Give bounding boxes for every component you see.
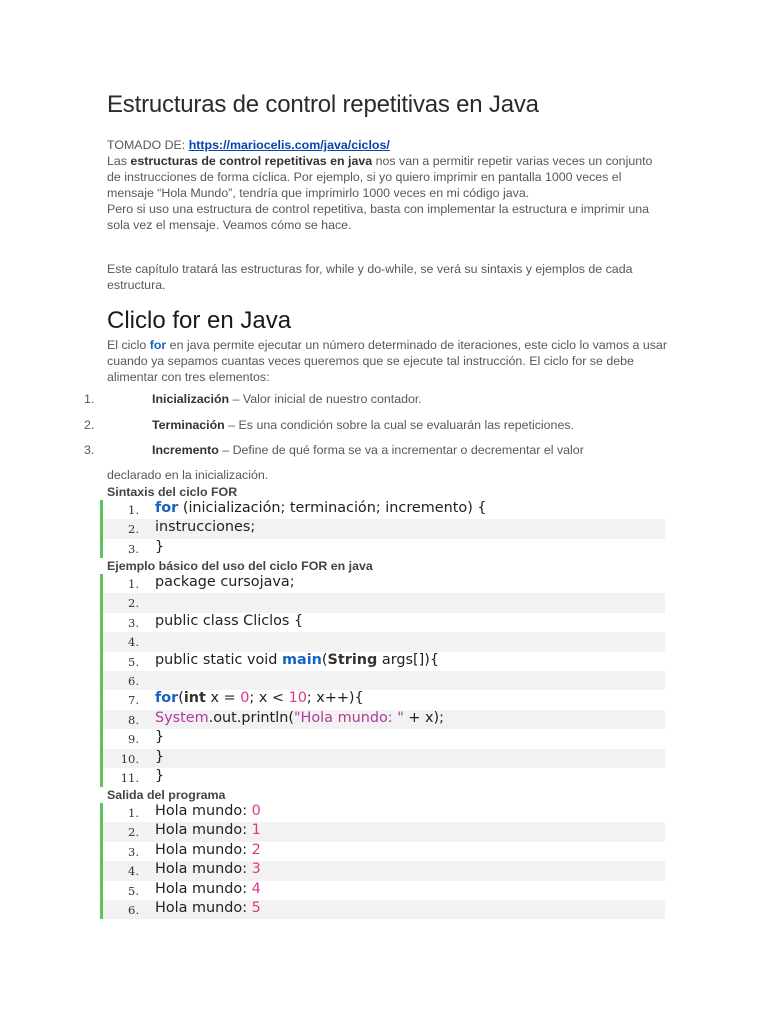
source-link[interactable]: https://mariocelis.com/java/ciclos/ xyxy=(188,138,390,152)
code-line xyxy=(103,500,665,519)
line-number: 10. xyxy=(120,751,139,766)
list-wrap-text: declarado en la inicialización. xyxy=(107,468,269,482)
section-heading-for: Cliclo for en Java xyxy=(107,307,292,334)
code-text: } xyxy=(155,729,165,746)
code-text xyxy=(155,690,364,706)
output-value: 1 xyxy=(251,822,261,839)
list-item xyxy=(0,392,768,410)
intro-bold-term: estructuras de control repetitivas en java xyxy=(130,154,373,168)
code-text: instrucciones; xyxy=(155,519,256,536)
line-number: 2. xyxy=(128,596,139,611)
line-number: 5. xyxy=(128,654,139,669)
code-fragment: public static void xyxy=(155,651,282,668)
output-label: Hola mundo: xyxy=(155,880,252,897)
example-heading: Ejemplo básico del uso del ciclo FOR en java xyxy=(107,559,373,573)
code-fragment: args[]){ xyxy=(377,651,440,668)
output-value: 0 xyxy=(251,803,261,819)
code-text: package cursojava; xyxy=(155,574,295,590)
list-item-desc: – Valor inicial de nuestro contador. xyxy=(229,392,422,406)
code-fragment: + x); xyxy=(403,709,445,726)
line-number: 11. xyxy=(120,770,139,785)
code-line xyxy=(103,632,665,651)
list-item-text xyxy=(152,418,574,432)
for-keyword: for xyxy=(149,338,167,352)
code-keyword: main xyxy=(282,651,322,668)
page-title: Estructuras de control repetitivas en Java xyxy=(107,91,539,118)
code-line xyxy=(103,803,665,822)
line-number: 1. xyxy=(128,503,139,517)
code-line xyxy=(103,613,665,632)
syntax-heading: Sintaxis del ciclo FOR xyxy=(107,485,238,499)
list-item-text xyxy=(152,392,422,406)
line-number: 1. xyxy=(128,806,139,820)
syntax-code-block xyxy=(100,500,665,558)
code-string: "Hola mundo: " xyxy=(293,709,404,726)
code-text xyxy=(155,822,261,838)
output-value: 4 xyxy=(251,880,261,897)
line-number: 3. xyxy=(128,844,139,859)
for-desc-rest: en java permite ejecutar un número determinado de iteraciones, este ciclo lo vamos a usar cuando ya sepamos cuantas veces queremos que se ejecute tal instrucción. El ciclo for se debe alimentar con tres elementos: xyxy=(107,338,667,384)
code-fragment: x = xyxy=(205,690,241,707)
for-description xyxy=(107,337,667,385)
list-item-term: Incremento xyxy=(152,443,219,457)
output-code-block xyxy=(100,803,665,919)
code-fragment: .out.println( xyxy=(208,709,294,726)
line-number: 5. xyxy=(128,883,139,898)
code-line xyxy=(103,881,665,900)
line-number: 7. xyxy=(128,693,139,708)
code-line xyxy=(103,574,665,593)
intro-text-rest: nos van a permitir repetir varias veces un conjunto de instrucciones de forma cíclica. Por ejemplo, si yo quiero imprimir en pantalla 1000 veces el mensaje “Hola Mundo”, tendría que imprimirlo 1000 veces en mi código java. xyxy=(107,154,653,200)
code-line xyxy=(103,710,665,729)
code-line xyxy=(103,652,665,671)
code-text: } xyxy=(155,748,165,765)
line-number: 8. xyxy=(128,712,139,727)
code-text: } xyxy=(155,538,165,555)
list-item-number: 3. xyxy=(84,443,95,457)
output-label: Hola mundo: xyxy=(155,822,252,839)
code-text xyxy=(155,842,261,858)
output-value: 2 xyxy=(251,841,261,858)
intro-text: Las xyxy=(107,154,131,168)
source-prefix: TOMADO DE: xyxy=(107,138,189,152)
line-number: 9. xyxy=(128,732,139,747)
source-line xyxy=(107,137,667,153)
code-text xyxy=(155,652,439,668)
line-number: 2. xyxy=(128,825,139,840)
line-number: 3. xyxy=(128,615,139,630)
list-item-term: Terminación xyxy=(152,418,225,432)
code-text xyxy=(155,803,261,819)
code-type: String xyxy=(327,651,378,668)
code-line xyxy=(103,900,665,919)
code-text xyxy=(155,861,261,877)
code-keyword: for xyxy=(155,500,179,516)
line-number: 6. xyxy=(128,902,139,917)
code-line xyxy=(103,768,665,787)
list-item-number: 2. xyxy=(84,418,95,432)
line-number: 4. xyxy=(128,864,139,879)
output-label: Hola mundo: xyxy=(155,841,252,858)
code-line xyxy=(103,822,665,841)
output-value: 5 xyxy=(251,899,261,916)
output-label: Hola mundo: xyxy=(155,899,252,916)
output-label: Hola mundo: xyxy=(155,861,252,878)
code-line xyxy=(103,861,665,880)
code-fragment: ( xyxy=(178,690,184,707)
code-line xyxy=(103,690,665,709)
code-fragment: ; x < xyxy=(249,690,289,707)
code-text xyxy=(155,881,261,897)
line-number: 3. xyxy=(128,541,139,556)
code-line xyxy=(103,539,665,558)
code-fragment: ; x++){ xyxy=(306,690,364,707)
line-number: 6. xyxy=(128,673,139,688)
code-text xyxy=(155,500,487,516)
list-item xyxy=(0,418,768,436)
code-line xyxy=(103,671,665,690)
list-item-desc: – Es una condición sobre la cual se evaluarán las repeticiones. xyxy=(224,418,574,432)
intro-paragraph-1 xyxy=(107,153,667,201)
code-line xyxy=(103,729,665,748)
output-value: 3 xyxy=(251,861,261,878)
code-keyword: for xyxy=(155,690,179,707)
intro-paragraph-2: Pero si uso una estructura de control repetitiva, basta con implementar la estructura e imprimir una sola vez el mensaje. Veamos cómo se hace. xyxy=(107,202,649,232)
line-number: 4. xyxy=(128,635,139,650)
output-heading: Salida del programa xyxy=(107,788,226,802)
code-text xyxy=(155,900,261,916)
for-desc-start: El ciclo xyxy=(107,338,150,352)
code-text: public class Cliclos { xyxy=(155,612,304,629)
list-item-number: 1. xyxy=(84,392,95,406)
code-line xyxy=(103,519,665,538)
code-fragment: ( xyxy=(321,651,328,668)
line-number: 2. xyxy=(128,522,139,537)
code-line xyxy=(103,749,665,768)
code-number: 10 xyxy=(288,690,307,707)
list-item xyxy=(0,443,768,461)
code-class-name: System xyxy=(155,709,209,726)
line-number: 1. xyxy=(128,577,139,591)
code-line xyxy=(103,842,665,861)
list-item-text xyxy=(152,443,584,457)
list-item-desc: – Define de qué forma se va a incrementar o decrementar el valor xyxy=(218,443,584,457)
example-code-block xyxy=(100,574,665,787)
list-item-term: Inicialización xyxy=(152,392,230,406)
code-text: } xyxy=(155,767,165,784)
code-text xyxy=(155,710,444,726)
intro-paragraph-3: Este capítulo tratará las estructuras for, while y do-while, se verá su sintaxis y ejemplos de cada estructura. xyxy=(107,262,633,292)
code-line xyxy=(103,593,665,612)
code-fragment: (inicialización; terminación; incremento) { xyxy=(178,500,487,516)
code-number: 0 xyxy=(240,690,250,707)
code-type: int xyxy=(183,690,206,707)
output-label: Hola mundo: xyxy=(155,803,252,819)
